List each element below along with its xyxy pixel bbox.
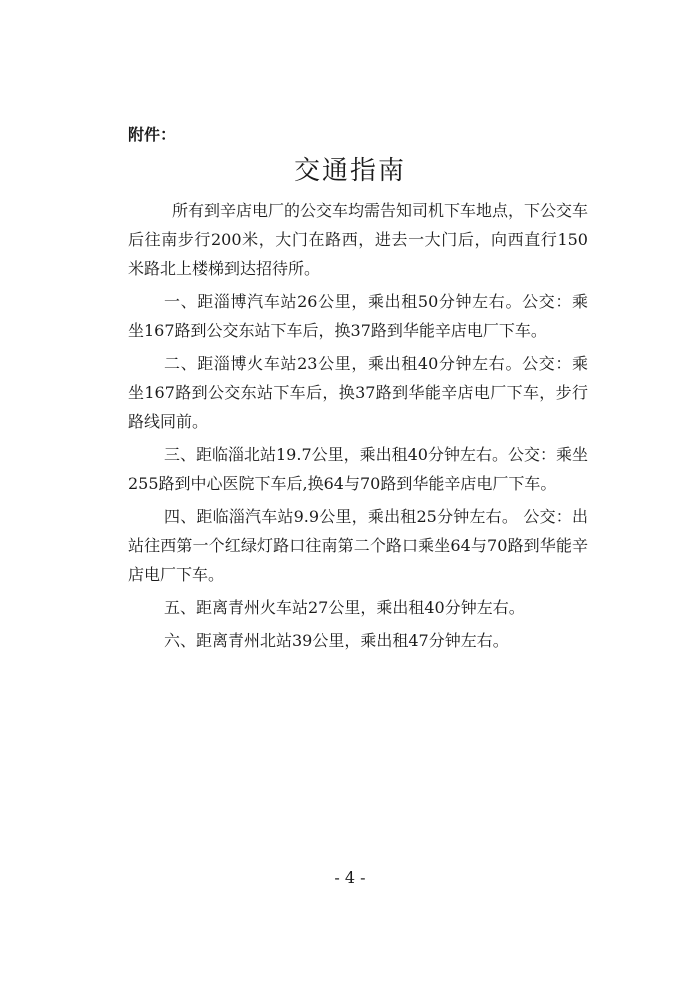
route-item-1: 一、距淄博汽车站26公里，乘出租50分钟左右。公交：乘坐167路到公交东站下车后，换37路到华能辛店电厂下车。 xyxy=(128,292,588,340)
intro-paragraph: 所有到辛店电厂的公交车均需告知司机下车地点，下公交车后往南步行200米，大门在路西，进去一大门后，向西直行150米路北上楼梯到达招待所。 xyxy=(128,201,589,278)
route-item-4: 四、距临淄汽车站9.9公里，乘出租25分钟左右。 公交：出站往西第一个红绿灯路口往南第二个路口乘坐64与70路到华能辛店电厂下车。 xyxy=(128,507,588,584)
route-item-6: 六、距离青州北站39公里，乘出租47分钟左右。 xyxy=(164,631,509,650)
page-number: - 4 - xyxy=(334,868,366,887)
route-item-2: 二、距淄博火车站23公里，乘出租40分钟左右。公交：乘坐167路到公交东站下车后，换37路到华能辛店电厂下车，步行路线同前。 xyxy=(128,354,588,431)
route-item-5: 五、距离青州火车站27公里，乘出租40分钟左右。 xyxy=(164,598,525,617)
document-body xyxy=(128,196,588,659)
page-title: 交通指南 xyxy=(293,156,406,186)
route-item-3: 三、距临淄北站19.7公里，乘出租40分钟左右。公交：乘坐255路到中心医院下车后,换64与70路到华能辛店电厂下车。 xyxy=(128,445,588,493)
attachment-label: 附件： xyxy=(128,125,177,144)
